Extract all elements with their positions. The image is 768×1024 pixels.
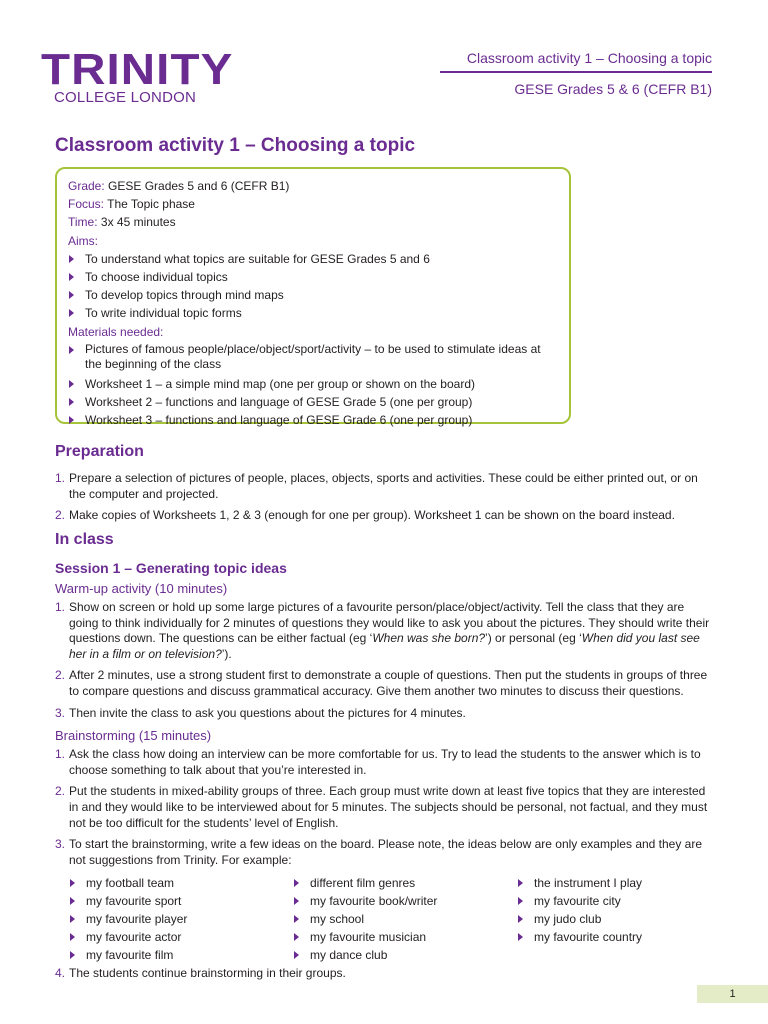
list-item: Worksheet 1 – a simple mind map (one per group or shown on the board) [68,375,559,393]
list-item: Pictures of famous people/place/object/sport/activity – to be used to stimulate ideas at the beginning of the class [68,341,559,375]
preparation-heading: Preparation [55,443,144,460]
page-title: Classroom activity 1 – Choosing a topic [55,135,416,156]
materials-label: Materials needed: [68,324,164,339]
list-item: 2. Put the students in mixed-ability groups of three. Each group must write down at least five topics that they are interested in and they would like to be interviewed about for 5 minutes. The subjects should be personal, not factual, and they must not be too difficult for the students’ level of English. [55,784,708,830]
activity-info-box [55,167,571,428]
bullet-icon [70,897,75,905]
list-item: 2. Make copies of Worksheets 1, 2 & 3 (enough for one per group). Worksheet 1 can be shown on the board instead. [55,508,675,523]
page-number: 1 [697,985,768,1003]
list-item: my favourite city [517,892,727,910]
list-item: my favourite book/writer [293,892,503,910]
bullet-icon [518,933,523,941]
header-title: Classroom activity 1 – Choosing a topic [440,49,712,73]
brainstorming-list [55,747,715,868]
list-item: 3. To start the brainstorming, write a few ideas on the board. Please note, the ideas below are only examples and they are not suggestions from Trinity. For example: [55,837,703,867]
list-item: To develop topics through mind maps [68,286,559,304]
list-item: 1. Show on screen or hold up some large pictures of a favourite person/place/object/activity. Tell the class that they are going to think individually for 2 minutes of questions they would like to ask you about the pictures. They should write their questions down. The questions can be either factual (eg ‘When was she born?’) or personal (eg ‘When did you last see her in a film or on television?’). [55,600,710,661]
main-content [55,134,715,980]
bullet-icon [69,291,74,299]
list-item: my favourite film [69,946,279,964]
bullet-icon [70,879,75,887]
focus-value: The Topic phase [104,197,195,212]
bullet-icon [294,915,299,923]
aims-label: Aims: [68,233,98,248]
bullet-icon [69,346,74,354]
focus-row [68,195,559,213]
preparation-list [55,471,705,524]
grade-row [68,177,559,195]
brainstorming-list-continued [55,966,705,982]
aims-list [68,250,559,323]
list-item: the instrument I play [517,874,727,892]
bullet-icon [294,897,299,905]
in-class-section [55,530,715,868]
list-item: my judo club [517,910,727,928]
bullet-icon [518,897,523,905]
bullet-icon [518,915,523,923]
list-item: To understand what topics are suitable for GESE Grades 5 and 6 [68,250,559,268]
grade-value: GESE Grades 5 and 6 (CEFR B1) [104,179,290,193]
bullet-icon [69,380,74,388]
trinity-logo [41,45,241,106]
logo-wordmark: TRINITY [41,45,234,94]
list-item: 1. Prepare a selection of pictures of people, places, objects, sports and activities. These could be either printed out, or on the computer and projected. [55,471,698,501]
header-grade: GESE Grades 5 & 6 (CEFR B1) [514,81,712,97]
examples-column-2 [293,874,503,964]
page-header [440,49,712,98]
examples-column-1 [69,874,279,964]
bullet-icon [70,951,75,959]
list-item: my favourite actor [69,928,279,946]
bullet-icon [69,309,74,317]
list-item: my favourite sport [69,892,279,910]
list-item: To choose individual topics [68,268,559,286]
list-item: different film genres [293,874,503,892]
bullet-icon [294,879,299,887]
time-row [68,213,559,231]
focus-label: Focus: [68,197,105,212]
list-item: my favourite country [517,928,727,946]
list-item: 4. The students continue brainstorming in their groups. [55,966,346,980]
topic-examples [69,874,709,966]
warmup-heading: Warm-up activity (10 minutes) [55,581,228,596]
materials-list [68,341,559,430]
list-item: 3. Then invite the class to ask you questions about the pictures for 4 minutes. [55,705,466,720]
list-item: 2. After 2 minutes, use a strong student first to demonstrate a couple of questions. Then put the students in groups of three to compare questions and discuss grammatical accuracy. Give them another two minutes to discuss their questions. [55,668,708,698]
list-item: To write individual topic forms [68,304,559,322]
list-item: my football team [69,874,279,892]
list-item: my favourite musician [293,928,503,946]
bullet-icon [69,255,74,263]
logo-subtitle: COLLEGE LONDON [54,89,197,106]
bullet-icon [69,273,74,281]
bullet-icon [70,915,75,923]
bullet-icon [69,398,74,406]
bullet-icon [69,416,74,424]
time-value: 3x 45 minutes [97,215,176,230]
time-label: Time: [68,215,98,230]
preparation-section [55,442,705,524]
bullet-icon [294,951,299,959]
warmup-list [55,600,715,721]
examples-column-3 [517,874,727,946]
list-item: my favourite player [69,910,279,928]
grade-label: Grade: [68,179,105,193]
bullet-icon [294,933,299,941]
list-item: Worksheet 3 – functions and language of GESE Grade 6 (one per group) [68,411,559,429]
list-item: my dance club [293,946,503,964]
list-item: 1. Ask the class how doing an interview can be more comfortable for us. Try to lead the students to the answer which is to choose something to talk about that you’re interested in. [55,747,701,777]
list-item: my school [293,910,503,928]
session-heading: Session 1 – Generating topic ideas [55,560,287,576]
bullet-icon [518,879,523,887]
in-class-heading: In class [55,531,114,548]
brainstorming-heading: Brainstorming (15 minutes) [55,728,212,744]
bullet-icon [70,933,75,941]
list-item: Worksheet 2 – functions and language of GESE Grade 5 (one per group) [68,393,559,411]
